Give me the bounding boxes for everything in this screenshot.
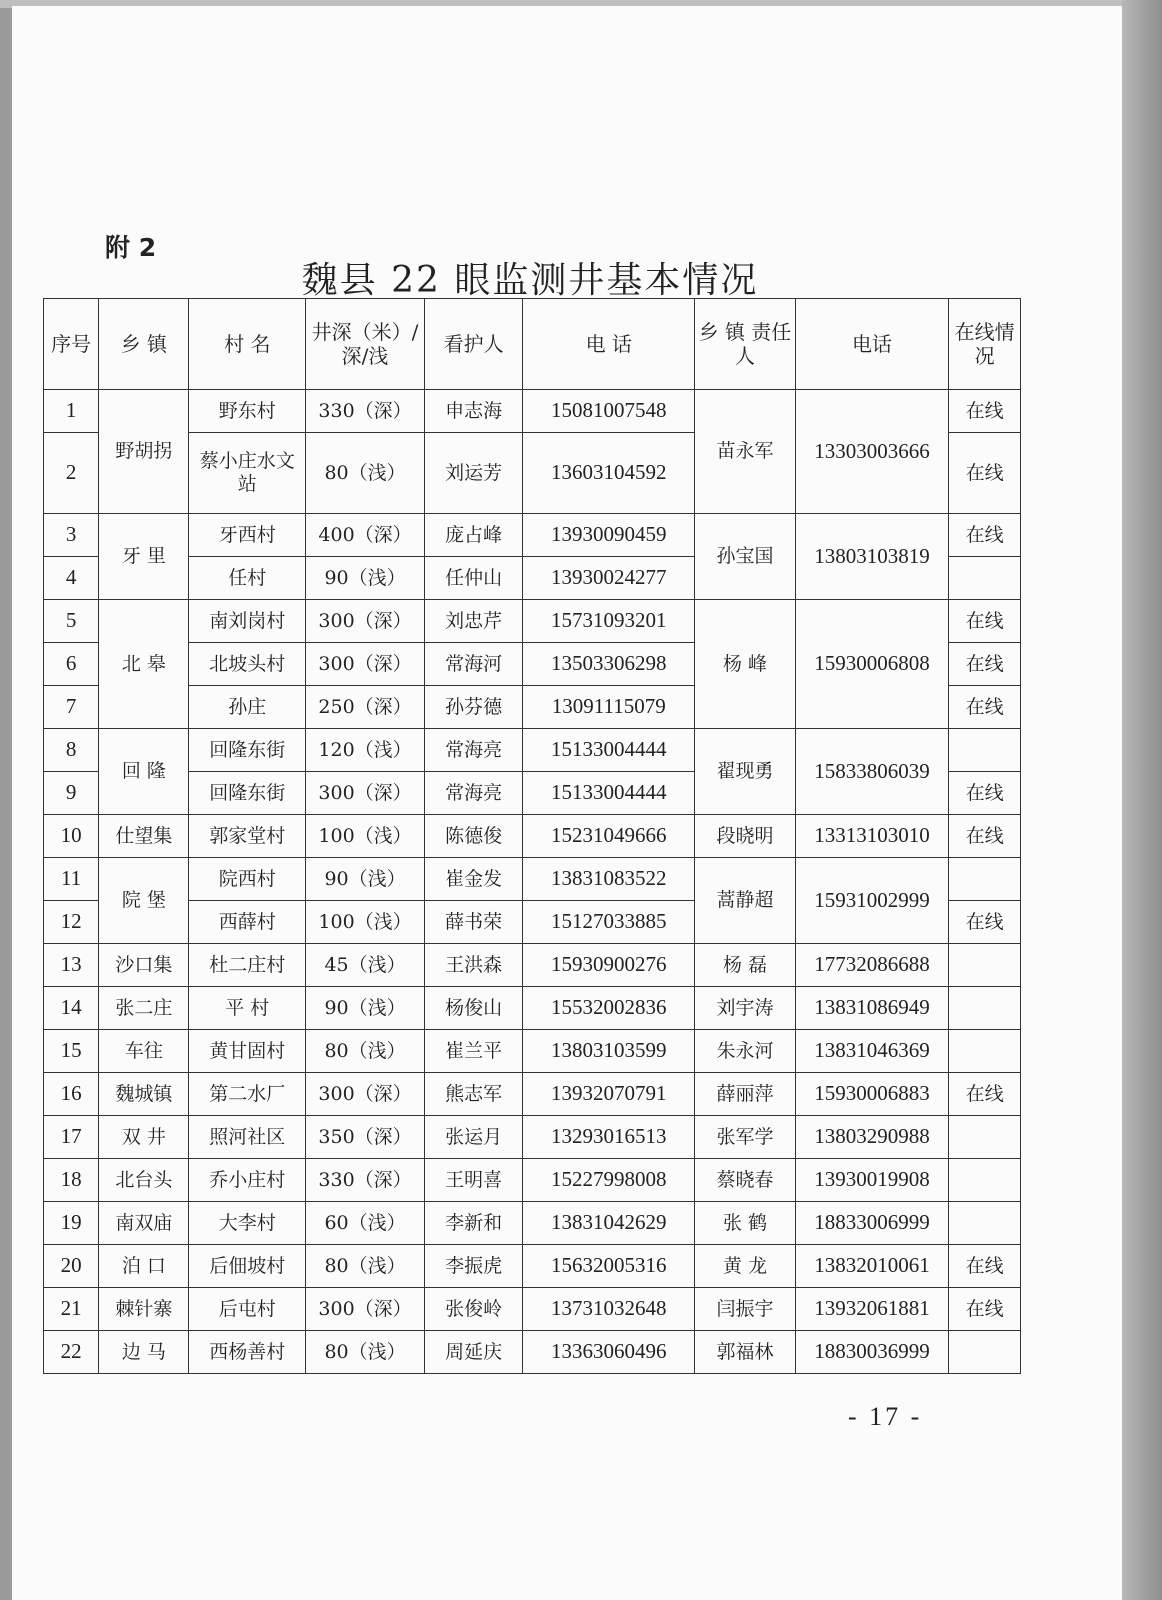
table-row [44, 1073, 1021, 1116]
cell-village: 第二水厂 [189, 1073, 306, 1116]
cell-town-leader: 黄 龙 [695, 1245, 795, 1288]
cell-phone: 13603104592 [523, 433, 695, 514]
cell-village: 院西村 [189, 858, 306, 901]
cell-depth: 100（浅） [306, 815, 425, 858]
cell-seq: 11 [44, 858, 99, 901]
header-seq: 序号 [44, 299, 99, 390]
cell-leader-phone: 13803290988 [795, 1116, 949, 1159]
cell-town: 仕望集 [99, 815, 189, 858]
cell-town-leader: 苗永军 [695, 390, 795, 514]
cell-leader-phone: 18833006999 [795, 1202, 949, 1245]
cell-online [949, 729, 1021, 772]
cell-online: 在线 [949, 433, 1021, 514]
cell-depth: 90（浅） [306, 987, 425, 1030]
cell-online: 在线 [949, 772, 1021, 815]
cell-depth: 300（深） [306, 1073, 425, 1116]
cell-phone: 13932070791 [523, 1073, 695, 1116]
cell-online: 在线 [949, 390, 1021, 433]
cell-village: 蔡小庄水文站 [189, 433, 306, 514]
cell-phone: 15133004444 [523, 729, 695, 772]
scan-right-edge [1122, 0, 1162, 1600]
cell-leader-phone: 15930006808 [795, 600, 949, 729]
cell-seq: 16 [44, 1073, 99, 1116]
cell-depth: 45（浅） [306, 944, 425, 987]
cell-phone: 15930900276 [523, 944, 695, 987]
cell-town: 北台头 [99, 1159, 189, 1202]
cell-seq: 20 [44, 1245, 99, 1288]
cell-depth: 330（深） [306, 1159, 425, 1202]
cell-depth: 80（浅） [306, 1245, 425, 1288]
cell-phone: 15731093201 [523, 600, 695, 643]
document-title: 魏县 22 眼监测井基本情况 [301, 260, 759, 301]
header-town-leader: 乡 镇 责任人 [695, 299, 795, 390]
cell-village: 照河社区 [189, 1116, 306, 1159]
cell-town: 棘针寨 [99, 1288, 189, 1331]
annex-label: 附 2 [105, 233, 157, 262]
cell-town-leader: 蔡晓春 [695, 1159, 795, 1202]
cell-depth: 400（深） [306, 514, 425, 557]
cell-phone: 13293016513 [523, 1116, 695, 1159]
cell-seq: 7 [44, 686, 99, 729]
cell-leader-phone: 15833806039 [795, 729, 949, 815]
header-leader-phone: 电话 [795, 299, 949, 390]
cell-keeper: 王洪森 [424, 944, 522, 987]
cell-depth: 300（深） [306, 772, 425, 815]
table-row [44, 514, 1021, 557]
header-depth: 井深（米）/深/浅 [306, 299, 425, 390]
table-row [44, 1245, 1021, 1288]
cell-online [949, 1159, 1021, 1202]
table-row [44, 1202, 1021, 1245]
cell-town: 泊 口 [99, 1245, 189, 1288]
cell-keeper: 周延庆 [424, 1331, 522, 1374]
cell-town-leader: 段晓明 [695, 815, 795, 858]
cell-seq: 17 [44, 1116, 99, 1159]
cell-leader-phone: 13831086949 [795, 987, 949, 1030]
cell-phone: 15532002836 [523, 987, 695, 1030]
cell-village: 西杨善村 [189, 1331, 306, 1374]
cell-keeper: 薛书荣 [424, 901, 522, 944]
cell-depth: 80（浅） [306, 1331, 425, 1374]
cell-town-leader: 杨 磊 [695, 944, 795, 987]
cell-phone: 13503306298 [523, 643, 695, 686]
cell-keeper: 常海亮 [424, 729, 522, 772]
cell-seq: 3 [44, 514, 99, 557]
cell-keeper: 常海河 [424, 643, 522, 686]
cell-town-leader: 孙宝国 [695, 514, 795, 600]
cell-depth: 250（深） [306, 686, 425, 729]
table-row [44, 815, 1021, 858]
cell-keeper: 刘忠芹 [424, 600, 522, 643]
cell-keeper: 熊志军 [424, 1073, 522, 1116]
header-town: 乡 镇 [99, 299, 189, 390]
cell-village: 回隆东街 [189, 729, 306, 772]
cell-leader-phone: 15930006883 [795, 1073, 949, 1116]
cell-seq: 21 [44, 1288, 99, 1331]
cell-phone: 15227998008 [523, 1159, 695, 1202]
header-village: 村 名 [189, 299, 306, 390]
cell-leader-phone: 13930019908 [795, 1159, 949, 1202]
cell-online: 在线 [949, 815, 1021, 858]
cell-town-leader: 张 鹤 [695, 1202, 795, 1245]
table-row [44, 987, 1021, 1030]
cell-phone: 15127033885 [523, 901, 695, 944]
cell-online: 在线 [949, 1288, 1021, 1331]
header-row [44, 299, 1021, 390]
header-phone: 电 话 [523, 299, 695, 390]
cell-phone: 15632005316 [523, 1245, 695, 1288]
cell-keeper: 常海亮 [424, 772, 522, 815]
cell-keeper: 申志海 [424, 390, 522, 433]
cell-depth: 60（浅） [306, 1202, 425, 1245]
cell-keeper: 孙芬德 [424, 686, 522, 729]
cell-village: 孙庄 [189, 686, 306, 729]
cell-leader-phone: 13832010061 [795, 1245, 949, 1288]
cell-online [949, 944, 1021, 987]
cell-leader-phone: 18830036999 [795, 1331, 949, 1374]
cell-online [949, 858, 1021, 901]
cell-depth: 300（深） [306, 600, 425, 643]
cell-online [949, 1116, 1021, 1159]
cell-leader-phone: 13303003666 [795, 390, 949, 514]
cell-keeper: 李振虎 [424, 1245, 522, 1288]
cell-keeper: 崔金发 [424, 858, 522, 901]
cell-phone: 13930090459 [523, 514, 695, 557]
cell-town: 回 隆 [99, 729, 189, 815]
cell-depth: 330（深） [306, 390, 425, 433]
table-row [44, 600, 1021, 643]
cell-keeper: 李新和 [424, 1202, 522, 1245]
table-row [44, 944, 1021, 987]
cell-town-leader: 张军学 [695, 1116, 795, 1159]
cell-phone: 13930024277 [523, 557, 695, 600]
cell-village: 野东村 [189, 390, 306, 433]
cell-online [949, 1331, 1021, 1374]
cell-town: 车往 [99, 1030, 189, 1073]
cell-depth: 90（浅） [306, 557, 425, 600]
cell-online: 在线 [949, 686, 1021, 729]
cell-village: 杜二庄村 [189, 944, 306, 987]
cell-seq: 1 [44, 390, 99, 433]
cell-online: 在线 [949, 901, 1021, 944]
cell-village: 郭家堂村 [189, 815, 306, 858]
cell-town: 沙口集 [99, 944, 189, 987]
header-online: 在线情况 [949, 299, 1021, 390]
cell-phone: 15081007548 [523, 390, 695, 433]
cell-leader-phone: 15931002999 [795, 858, 949, 944]
table-row [44, 1159, 1021, 1202]
cell-town: 张二庄 [99, 987, 189, 1030]
cell-village: 黄甘固村 [189, 1030, 306, 1073]
cell-depth: 90（浅） [306, 858, 425, 901]
cell-online [949, 987, 1021, 1030]
cell-online [949, 1202, 1021, 1245]
cell-keeper: 崔兰平 [424, 1030, 522, 1073]
cell-village: 后屯村 [189, 1288, 306, 1331]
table-row [44, 1331, 1021, 1374]
cell-keeper: 陈德俊 [424, 815, 522, 858]
cell-seq: 9 [44, 772, 99, 815]
cell-depth: 350（深） [306, 1116, 425, 1159]
cell-town: 魏城镇 [99, 1073, 189, 1116]
cell-seq: 14 [44, 987, 99, 1030]
cell-phone: 13831083522 [523, 858, 695, 901]
cell-seq: 22 [44, 1331, 99, 1374]
cell-phone: 13803103599 [523, 1030, 695, 1073]
cell-seq: 5 [44, 600, 99, 643]
cell-village: 乔小庄村 [189, 1159, 306, 1202]
cell-town-leader: 郭福林 [695, 1331, 795, 1374]
cell-town-leader: 蒿静超 [695, 858, 795, 944]
cell-depth: 300（深） [306, 643, 425, 686]
cell-seq: 2 [44, 433, 99, 514]
cell-town-leader: 朱永河 [695, 1030, 795, 1073]
cell-phone: 13363060496 [523, 1331, 695, 1374]
cell-seq: 13 [44, 944, 99, 987]
cell-town-leader: 杨 峰 [695, 600, 795, 729]
cell-online [949, 557, 1021, 600]
cell-keeper: 张运月 [424, 1116, 522, 1159]
cell-seq: 18 [44, 1159, 99, 1202]
cell-town: 野胡拐 [99, 390, 189, 514]
cell-seq: 6 [44, 643, 99, 686]
cell-village: 任村 [189, 557, 306, 600]
cell-online: 在线 [949, 643, 1021, 686]
cell-village: 牙西村 [189, 514, 306, 557]
cell-town-leader: 刘宇涛 [695, 987, 795, 1030]
table-row [44, 729, 1021, 772]
cell-town: 院 堡 [99, 858, 189, 944]
cell-leader-phone: 13803103819 [795, 514, 949, 600]
cell-village: 南刘岗村 [189, 600, 306, 643]
cell-town: 南双庙 [99, 1202, 189, 1245]
cell-village: 北坡头村 [189, 643, 306, 686]
cell-keeper: 杨俊山 [424, 987, 522, 1030]
table-row [44, 390, 1021, 433]
cell-town-leader: 薛丽萍 [695, 1073, 795, 1116]
cell-depth: 80（浅） [306, 433, 425, 514]
cell-leader-phone: 13313103010 [795, 815, 949, 858]
header-keeper: 看护人 [424, 299, 522, 390]
page-number: - 17 - [848, 1402, 923, 1431]
cell-town: 双 井 [99, 1116, 189, 1159]
cell-depth: 300（深） [306, 1288, 425, 1331]
table-row [44, 1288, 1021, 1331]
cell-seq: 19 [44, 1202, 99, 1245]
cell-town: 牙 里 [99, 514, 189, 600]
cell-online: 在线 [949, 1073, 1021, 1116]
cell-town-leader: 闫振宇 [695, 1288, 795, 1331]
cell-seq: 10 [44, 815, 99, 858]
table-row [44, 858, 1021, 901]
table-row [44, 1116, 1021, 1159]
cell-depth: 80（浅） [306, 1030, 425, 1073]
cell-village: 后佃坡村 [189, 1245, 306, 1288]
cell-phone: 15133004444 [523, 772, 695, 815]
cell-village: 平 村 [189, 987, 306, 1030]
cell-town: 北 皋 [99, 600, 189, 729]
table-row [44, 1030, 1021, 1073]
monitoring-wells-table [43, 298, 1021, 1374]
cell-leader-phone: 13831046369 [795, 1030, 949, 1073]
cell-town-leader: 翟现勇 [695, 729, 795, 815]
cell-phone: 15231049666 [523, 815, 695, 858]
cell-phone: 13091115079 [523, 686, 695, 729]
cell-town: 边 马 [99, 1331, 189, 1374]
cell-seq: 8 [44, 729, 99, 772]
cell-depth: 120（浅） [306, 729, 425, 772]
cell-keeper: 王明喜 [424, 1159, 522, 1202]
cell-leader-phone: 13932061881 [795, 1288, 949, 1331]
cell-village: 回隆东街 [189, 772, 306, 815]
cell-keeper: 任仲山 [424, 557, 522, 600]
cell-phone: 13831042629 [523, 1202, 695, 1245]
cell-online: 在线 [949, 514, 1021, 557]
cell-village: 西薛村 [189, 901, 306, 944]
cell-seq: 12 [44, 901, 99, 944]
cell-leader-phone: 17732086688 [795, 944, 949, 987]
cell-phone: 13731032648 [523, 1288, 695, 1331]
cell-online: 在线 [949, 600, 1021, 643]
cell-depth: 100（浅） [306, 901, 425, 944]
cell-keeper: 张俊岭 [424, 1288, 522, 1331]
cell-online [949, 1030, 1021, 1073]
cell-seq: 15 [44, 1030, 99, 1073]
cell-keeper: 庞占峰 [424, 514, 522, 557]
cell-seq: 4 [44, 557, 99, 600]
cell-village: 大李村 [189, 1202, 306, 1245]
cell-keeper: 刘运芳 [424, 433, 522, 514]
cell-online: 在线 [949, 1245, 1021, 1288]
